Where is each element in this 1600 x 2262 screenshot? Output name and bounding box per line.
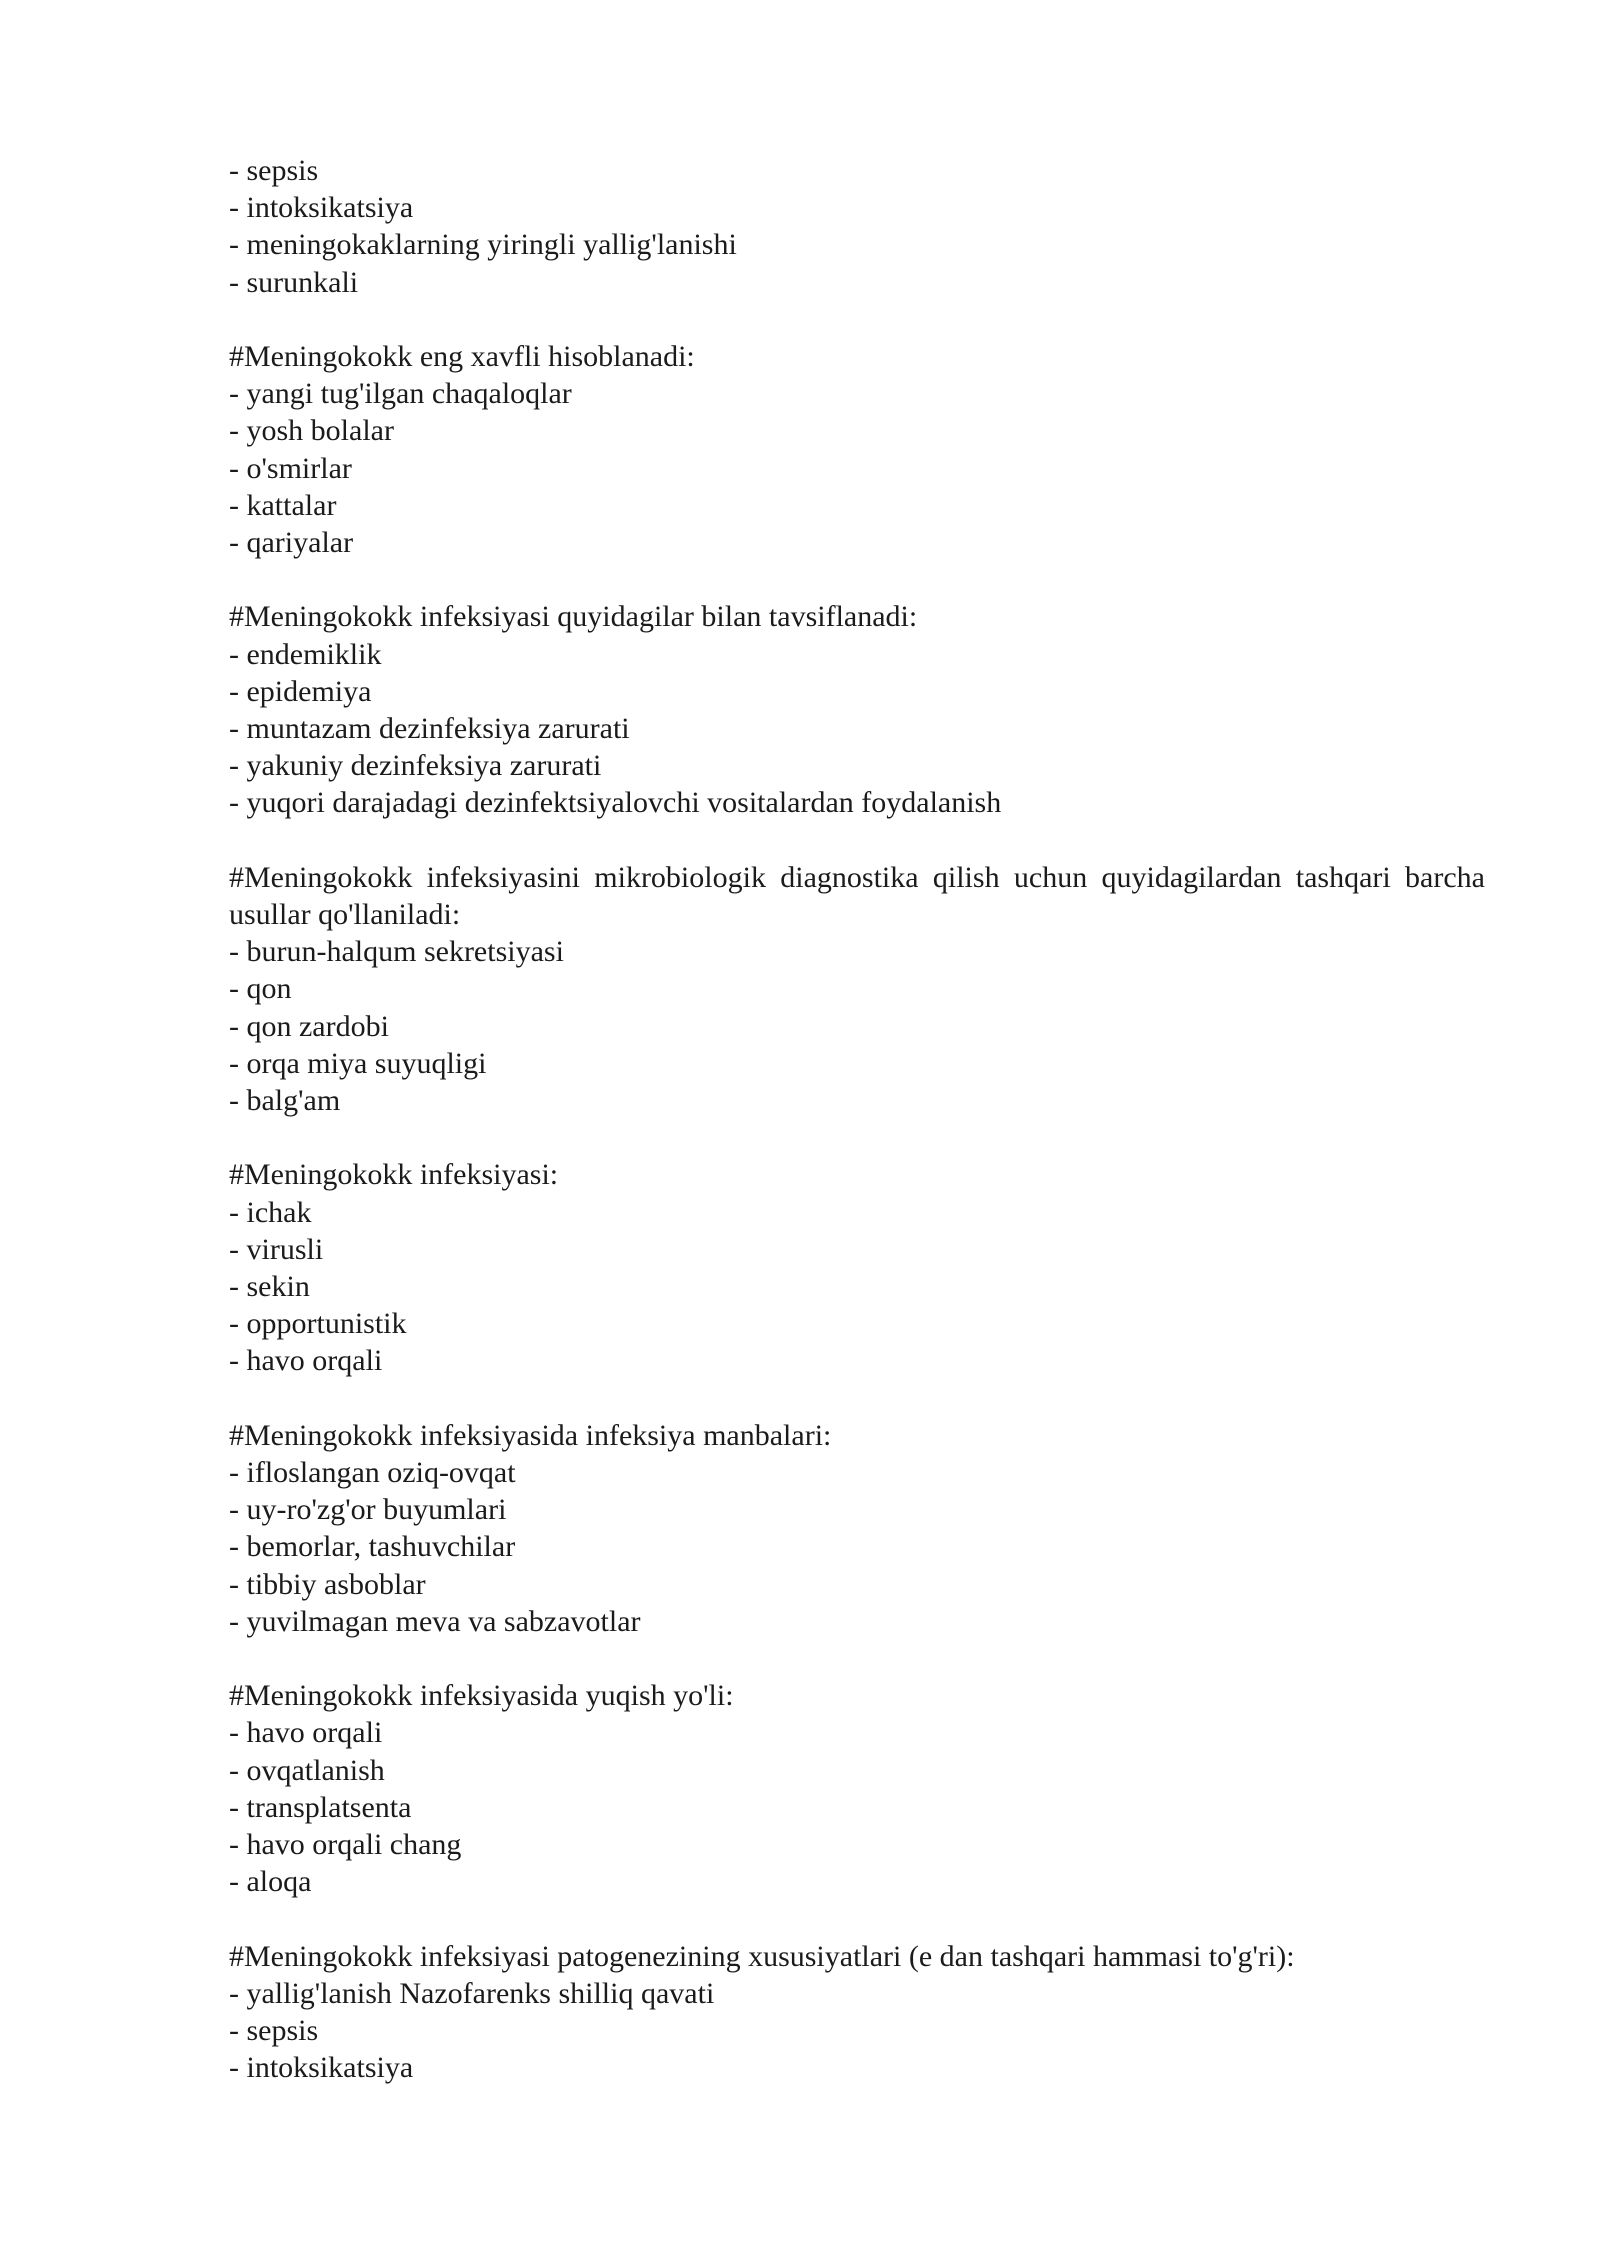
lead-option-list xyxy=(229,152,1485,301)
option-line: - yallig'lanish Nazofarenks shilliq qavati xyxy=(229,1976,715,2010)
option-line: - qariyalar xyxy=(229,526,354,560)
option-line: - bemorlar, tashuvchilar xyxy=(229,1530,516,1564)
option-line: - yuqori darajadagi dezinfektsiyalovchi vositalardan foydalanish xyxy=(229,786,1002,820)
question-text: #Meningokokk infeksiyasi: xyxy=(229,1158,559,1192)
option-line: - endemiklik xyxy=(229,637,382,671)
option-line: - ovqatlanish xyxy=(229,1753,385,1787)
option-line: - intoksikatsiya xyxy=(229,191,414,225)
option-line: - muntazam dezinfeksiya zarurati xyxy=(229,712,630,746)
question-text: #Meningokokk infeksiyasida yuqish yo'li: xyxy=(229,1679,734,1713)
option-line: - meningokaklarning yiringli yallig'lanishi xyxy=(229,228,737,262)
option-line: - sekin xyxy=(229,1270,310,1304)
option-line: - qon xyxy=(229,972,292,1006)
option-line: - epidemiya xyxy=(229,674,372,708)
option-line: - ichak xyxy=(229,1195,312,1229)
option-line: - opportunistik xyxy=(229,1307,407,1341)
option-line: - orqa miya suyuqligi xyxy=(229,1046,487,1080)
option-line: - intoksikatsiya xyxy=(229,2051,414,2085)
option-line: - o'smirlar xyxy=(229,451,352,485)
question-block xyxy=(229,598,1485,821)
question-text: #Meningokokk infeksiyasi quyidagilar bilan tavsiflanadi: xyxy=(229,600,918,634)
option-line: - sepsis xyxy=(229,2014,319,2048)
option-line: - ifloslangan oziq-ovqat xyxy=(229,1456,516,1490)
option-line: - kattalar xyxy=(229,488,337,522)
option-line: - tibbiy asboblar xyxy=(229,1567,426,1601)
question-text: #Meningokokk infeksiyasida infeksiya manbalari: xyxy=(229,1418,832,1452)
option-line: - qon zardobi xyxy=(229,1009,389,1043)
question-block xyxy=(229,1156,1485,1379)
option-line: - havo orqali xyxy=(229,1716,383,1750)
option-line: - burun-halqum sekretsiyasi xyxy=(229,935,564,969)
option-line: - aloqa xyxy=(229,1865,312,1899)
option-line: - sepsis xyxy=(229,154,319,187)
question-block xyxy=(229,859,1493,1119)
option-line: - virusli xyxy=(229,1232,324,1266)
question-block xyxy=(229,338,1485,561)
option-line: - balg'am xyxy=(229,1084,341,1118)
document-page xyxy=(229,152,1493,2124)
question-block xyxy=(229,1417,1485,1640)
option-line: - surunkali xyxy=(229,265,359,299)
option-line: - yosh bolalar xyxy=(229,414,394,448)
option-line: - yangi tug'ilgan chaqaloqlar xyxy=(229,377,572,411)
question-text: #Meningokokk eng xavfli hisoblanadi: xyxy=(229,340,695,373)
option-line: - havo orqali xyxy=(229,1344,383,1378)
question-block xyxy=(229,1938,1485,2087)
option-line: - havo orqali chang xyxy=(229,1828,462,1862)
option-line: - yuvilmagan meva va sabzavotlar xyxy=(229,1604,641,1638)
option-line: - transplatsenta xyxy=(229,1790,412,1824)
option-line: - uy-ro'zg'or buyumlari xyxy=(229,1493,507,1527)
question-text: #Meningokokk infeksiyasi patogenezining xususiyatlari (e dan tashqari hammasi to'g'ri): xyxy=(229,1939,1295,1973)
question-block xyxy=(229,1677,1485,1900)
option-line: - yakuniy dezinfeksiya zarurati xyxy=(229,749,602,783)
question-text: #Meningokokk infeksiyasini mikrobiologik diagnostika qilish uchun quyidagilardan tashqari barcha usullar qo'llaniladi: xyxy=(229,860,1493,932)
